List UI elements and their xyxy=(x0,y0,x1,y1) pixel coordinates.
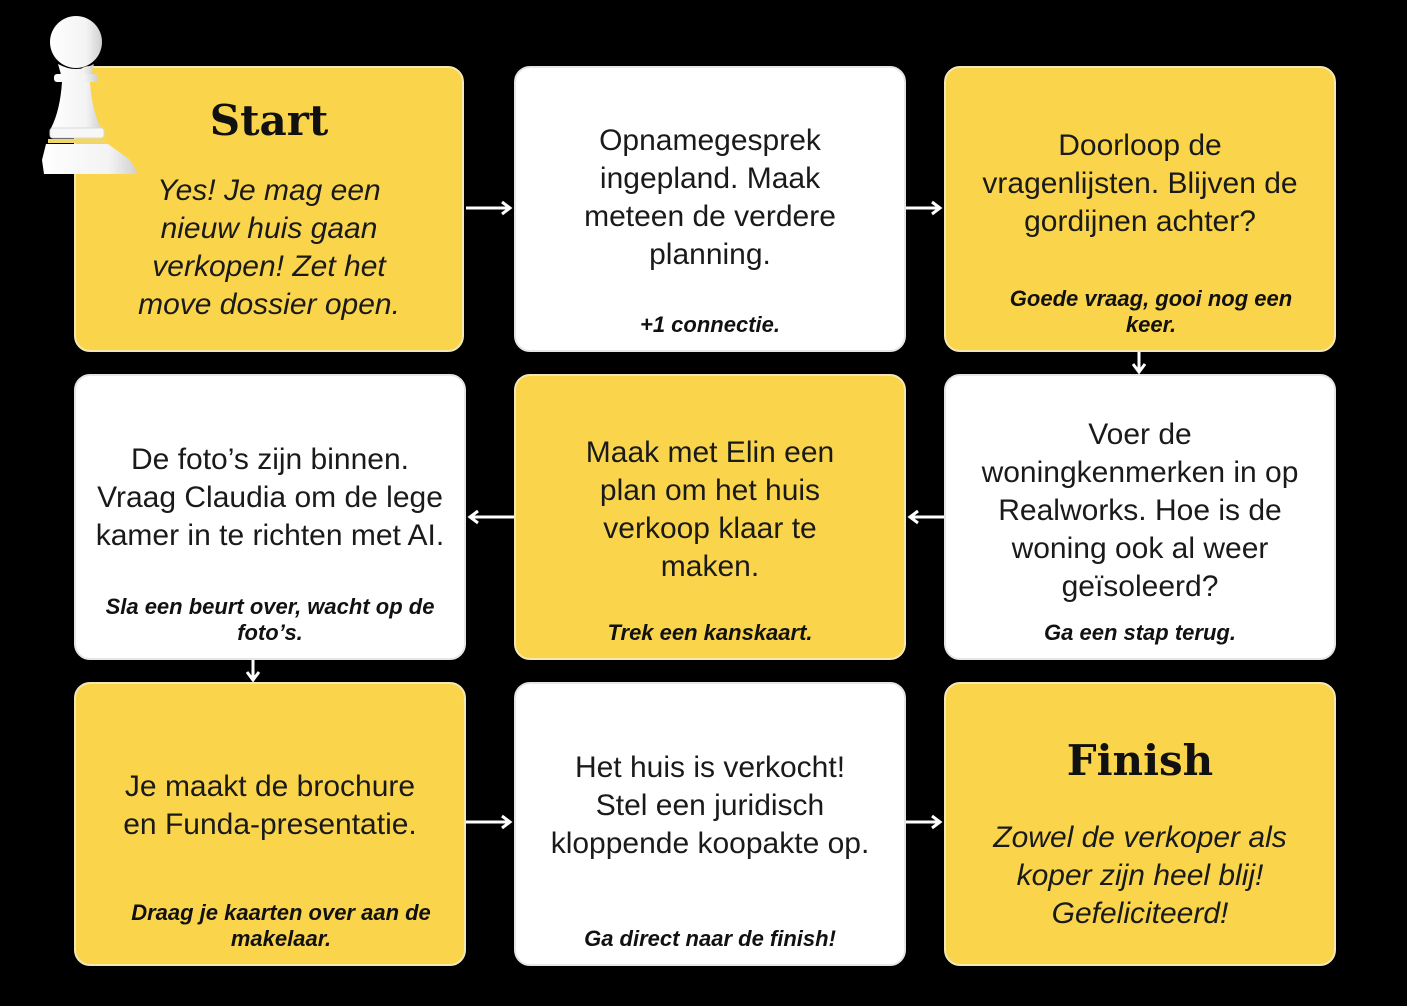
card-vragenlijsten xyxy=(944,66,1336,352)
pawn-icon xyxy=(40,12,144,178)
card-2-bonus: +1 connectie. xyxy=(639,312,780,337)
card-4-text: Voer de woningkenmerken in op Realworks. Hoe is de woning ook al weer geïsoleerd? xyxy=(981,418,1299,603)
card-elin xyxy=(514,374,906,660)
arrow-icon xyxy=(464,812,516,832)
start-text: Yes! Je mag een nieuw huis gaan verkopen! Zet het move dossier open. xyxy=(138,174,400,321)
card-verkocht xyxy=(514,682,906,966)
card-7-text: Je maakt de brochure en Funda-presentatie. xyxy=(123,770,417,841)
card-foto xyxy=(74,374,466,660)
card-5-bonus: Trek een kanskaart. xyxy=(607,620,813,645)
card-3-bonus: Goede vraag, gooi nog een keer. xyxy=(1009,286,1293,337)
arrow-icon xyxy=(243,658,263,684)
card-6-text: De foto’s zijn binnen. Vraag Claudia om de lege kamer in te richten met AI. xyxy=(95,443,445,552)
card-finish xyxy=(944,682,1336,966)
card-opnamegesprek xyxy=(514,66,906,352)
card-2-text: Opnamegesprek ingepland. Maak meteen de verdere planning. xyxy=(584,124,836,271)
card-brochure xyxy=(74,682,466,966)
arrow-icon xyxy=(464,507,516,527)
arrow-icon xyxy=(904,507,946,527)
finish-text: Zowel de verkoper als koper zijn heel blij! Gefeliciteerd! xyxy=(993,821,1287,930)
arrow-icon xyxy=(904,198,946,218)
card-3-text: Doorloop de vragenlijsten. Blijven de gordijnen achter? xyxy=(982,129,1298,238)
card-6-bonus: Sla een beurt over, wacht op de foto’s. xyxy=(105,594,435,645)
arrow-icon xyxy=(1129,350,1149,376)
arrow-icon xyxy=(464,198,516,218)
card-8-text: Het huis is verkocht! Stel een juridisch kloppende koopakte op. xyxy=(550,751,870,860)
card-7-bonus: Draag je kaarten over aan de makelaar. xyxy=(131,900,431,951)
card-realworks xyxy=(944,374,1336,660)
finish-title: Finish xyxy=(1066,736,1214,785)
card-8-bonus: Ga direct naar de finish! xyxy=(584,926,836,951)
arrow-icon xyxy=(904,812,946,832)
card-4-bonus: Ga een stap terug. xyxy=(1044,620,1236,645)
card-5-text: Maak met Elin een plan om het huis verkoop klaar te maken. xyxy=(585,436,835,583)
start-title: Start xyxy=(209,96,329,145)
